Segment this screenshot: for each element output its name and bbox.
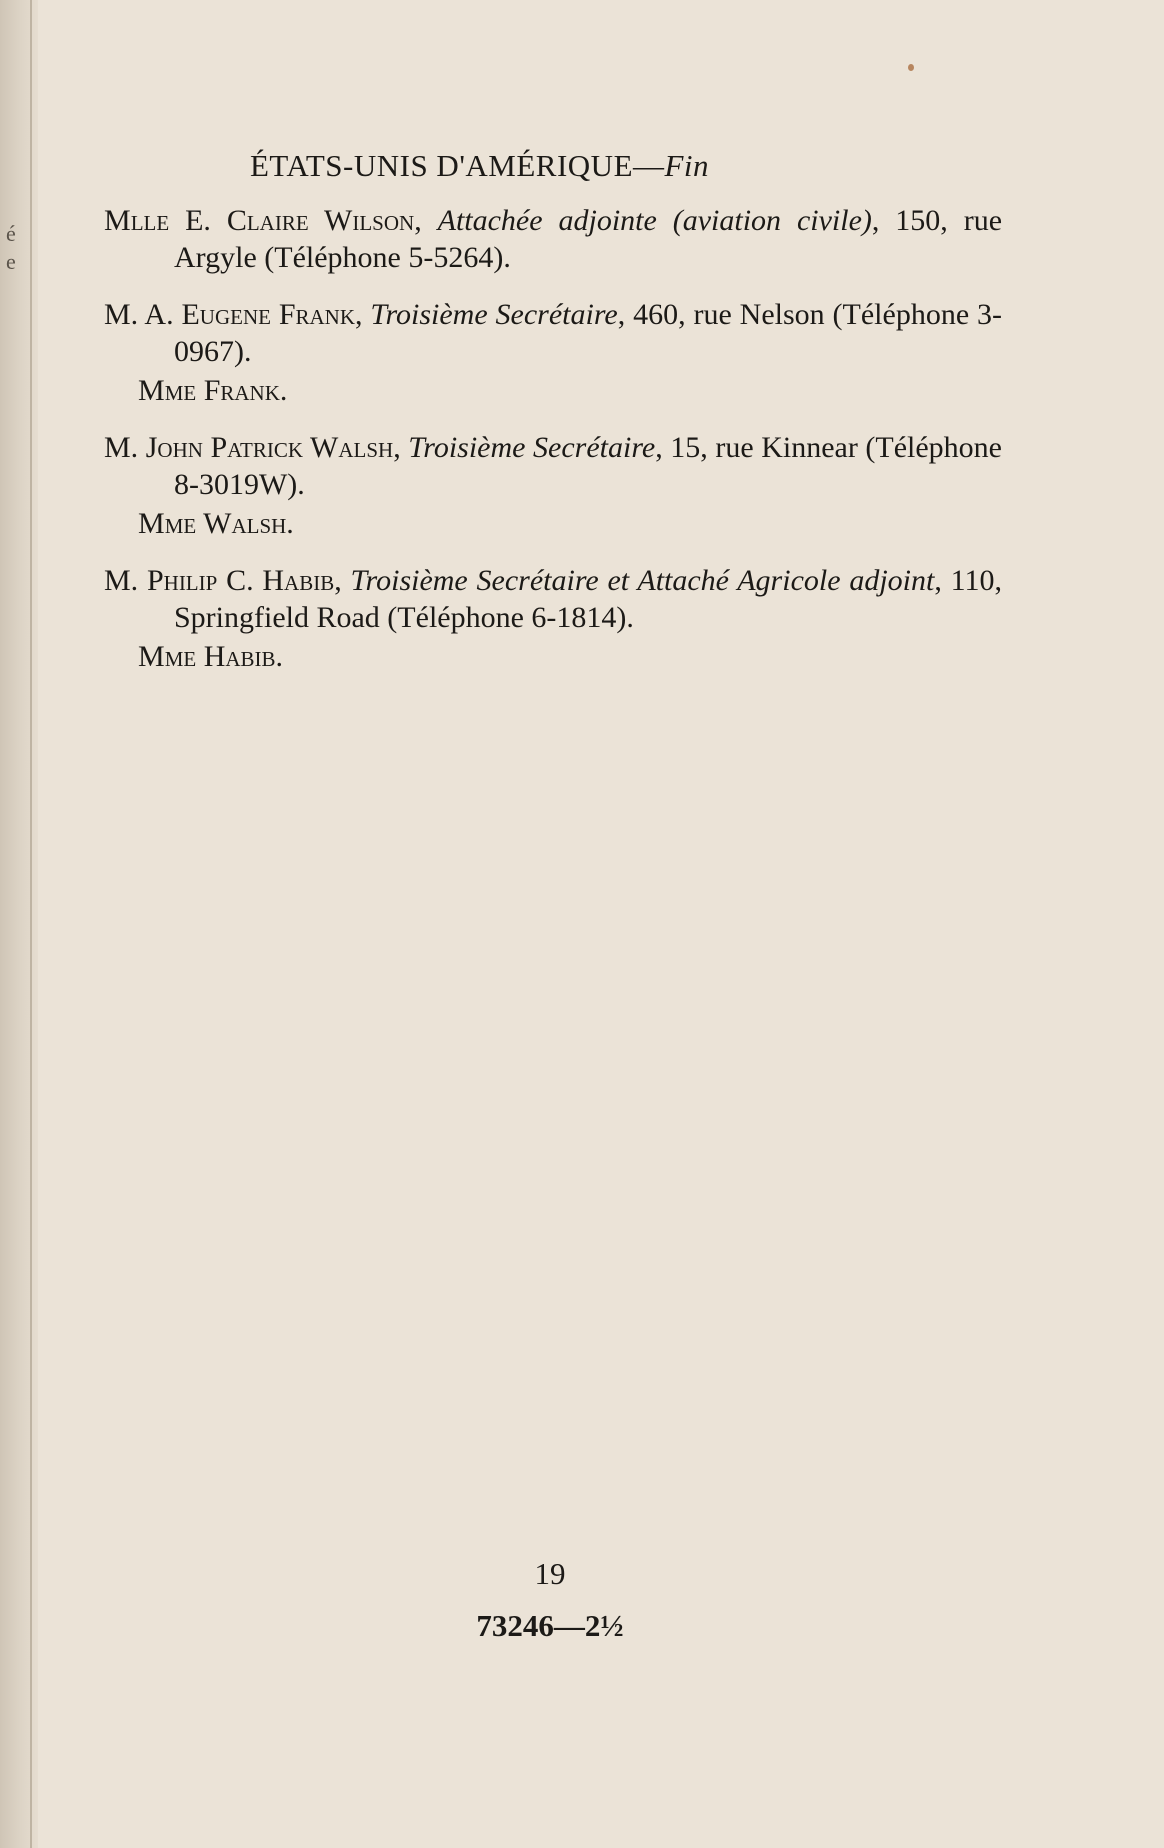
heading-suffix: Fin [664,148,710,183]
entry-title: Troisième Secrétaire [370,298,618,331]
entry-prefix: M. [104,431,146,464]
spouse-name: Walsh. [196,507,294,540]
section-heading [250,148,950,184]
spouse-prefix-sc: me [164,640,197,673]
spouse-prefix-sc: me [164,374,197,407]
entry-separator: , [414,204,438,237]
spouse-prefix: M [138,640,165,673]
entry-name-initial: E. [185,204,227,237]
entry-title: Troisième Secrétaire et Attaché Agricole adjoint [350,564,935,597]
directory-entries [104,202,1002,695]
directory-entry-habib [104,562,1002,675]
entry-spouse [104,372,1002,409]
entry-name-initial: A. [144,298,182,331]
entry-name: John Patrick Walsh [145,431,394,464]
entry-address: , 460, rue Nelson (Téléphone 3-0967). [174,298,1003,368]
spouse-prefix: M [138,374,165,407]
margin-char: e [6,249,16,274]
entry-separator: , [355,298,371,331]
entry-address: , 150, rue Argyle (Téléphone 5-5264). [174,204,1003,274]
entry-name: Eugene Frank [181,298,356,331]
heading-title: ÉTATS-UNIS D'AMÉRIQUE— [250,148,665,183]
entry-separator: , [393,431,409,464]
entry-line [104,296,1002,370]
entry-separator: , [334,564,351,597]
entry-line [104,429,1002,503]
entry-line [104,562,1002,636]
entry-prefix: M. [104,298,145,331]
entry-spouse [104,505,1002,542]
entry-name: Claire Wilson [226,204,415,237]
spouse-name: Frank. [196,374,288,407]
print-code: 73246—2½ [476,1608,624,1643]
paper-speck [908,64,914,71]
entry-line [104,202,1002,276]
spouse-name: Habib. [196,640,284,673]
entry-title: Attachée adjointe (aviation civile) [437,204,872,237]
directory-entry-frank [104,296,1002,409]
page-number: 19 [534,1556,566,1591]
entry-name: Philip [146,564,218,597]
entry-address: , 15, rue Kinnear (Téléphone 8-3019W). [174,431,1002,501]
spouse-prefix: M [138,507,165,540]
entry-name-tail: C. [217,564,263,597]
entry-spouse [104,638,1002,675]
entry-title: Troisième Secrétaire [408,431,656,464]
entry-address: , 110, Springfield Road (Téléphone 6-1814). [174,564,1002,634]
directory-entry-wilson [104,202,1002,276]
entry-prefix-sc: lle [130,204,170,237]
entry-prefix: M [104,204,131,237]
margin-char: é [6,221,16,246]
spouse-prefix-sc: me [164,507,197,540]
entry-name-surname: Habib [262,564,335,597]
directory-entry-walsh [104,429,1002,542]
entry-prefix: M. [104,564,147,597]
margin-bleed-characters [6,220,20,276]
